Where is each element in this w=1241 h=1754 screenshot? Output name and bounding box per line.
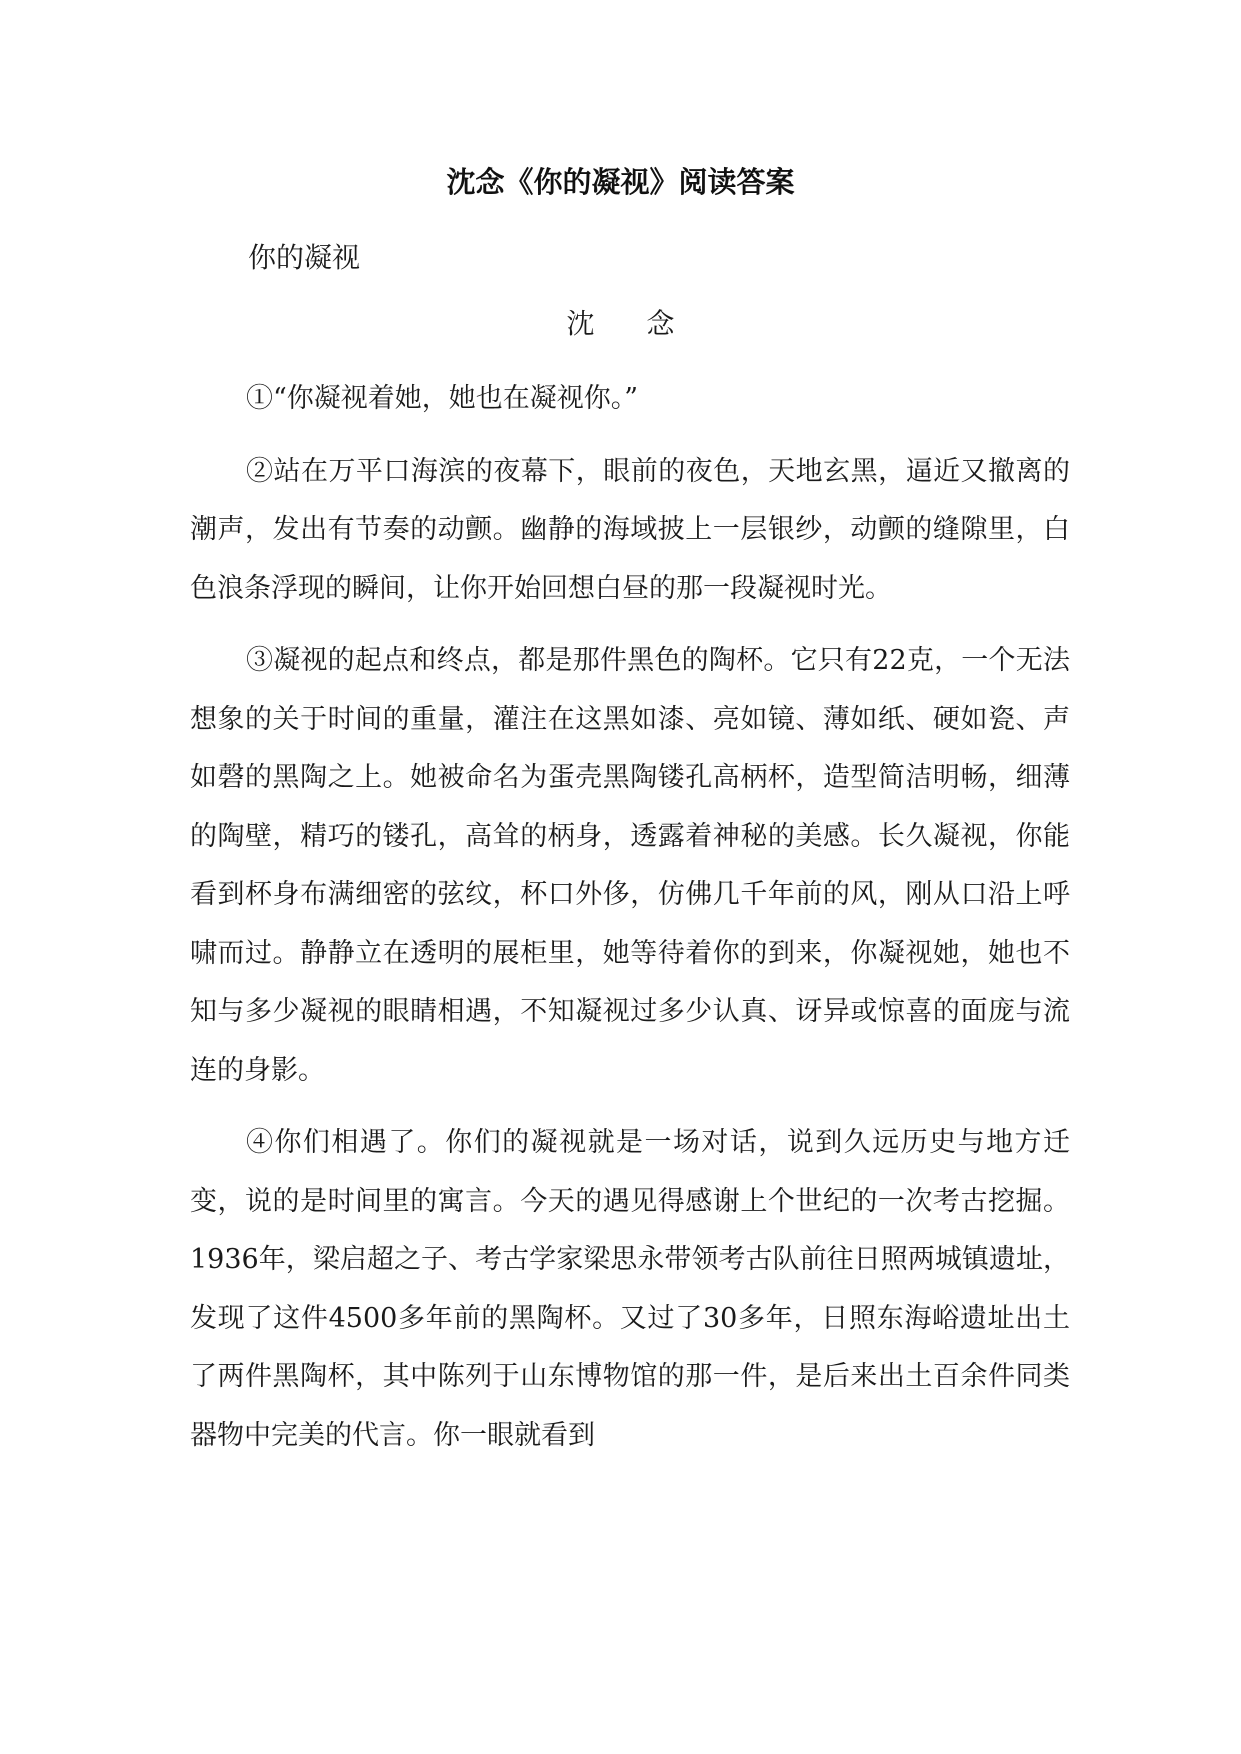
essay-body <box>190 370 1070 1479</box>
essay-title: 你的凝视 <box>248 241 361 274</box>
paragraph-2: ②站在万平口海滨的夜幕下，眼前的夜色，天地玄黑，逼近又撤离的潮声，发出有节奏的动颤。幽静的海域披上一层银纱，动颤的缝隙里，白色浪条浮现的瞬间，让你开始回想白昼的那一段凝视时光。 <box>190 455 1070 604</box>
document-title: 沈念《你的凝视》阅读答案 <box>446 165 795 199</box>
paragraph-4: ④你们相遇了。你们的凝视就是一场对话，说到久远历史与地方迁变，说的是时间里的寓言。今天的遇见得感谢上个世纪的一次考古挖掘。1936年，梁启超之子、考古学家梁思永带领考古队前往日照两城镇遗址，发现了这件4500多年前的黑陶杯。又过了30多年，日照东海峪遗址出土了两件黑陶杯，其中陈列于山东博物馆的那一件，是后来出土百余件同类器物中完美的代言。你一眼就看到 <box>190 1127 1070 1451</box>
author-name: 沈念 <box>566 307 727 340</box>
paragraph-1: ①“你凝视着她，她也在凝视你。” <box>246 383 639 414</box>
paragraph-3: ③凝视的起点和终点，都是那件黑色的陶杯。它只有22克，一个无法想象的关于时间的重量，灌注在这黑如漆、亮如镜、薄如纸、硬如瓷、声如磬的黑陶之上。她被命名为蛋壳黑陶镂孔高柄杯，造型简洁明畅，细薄的陶壁，精巧的镂孔，高耸的柄身，透露着神秘的美感。长久凝视，你能看到杯身布满细密的弦纹，杯口外侈，仿佛几千年前的风，刚从口沿上呼啸而过。静静立在透明的展柜里，她等待着你的到来，你凝视她，她也不知与多少凝视的眼睛相遇，不知凝视过多少认真、讶异或惊喜的面庞与流连的身影。 <box>190 645 1070 1086</box>
